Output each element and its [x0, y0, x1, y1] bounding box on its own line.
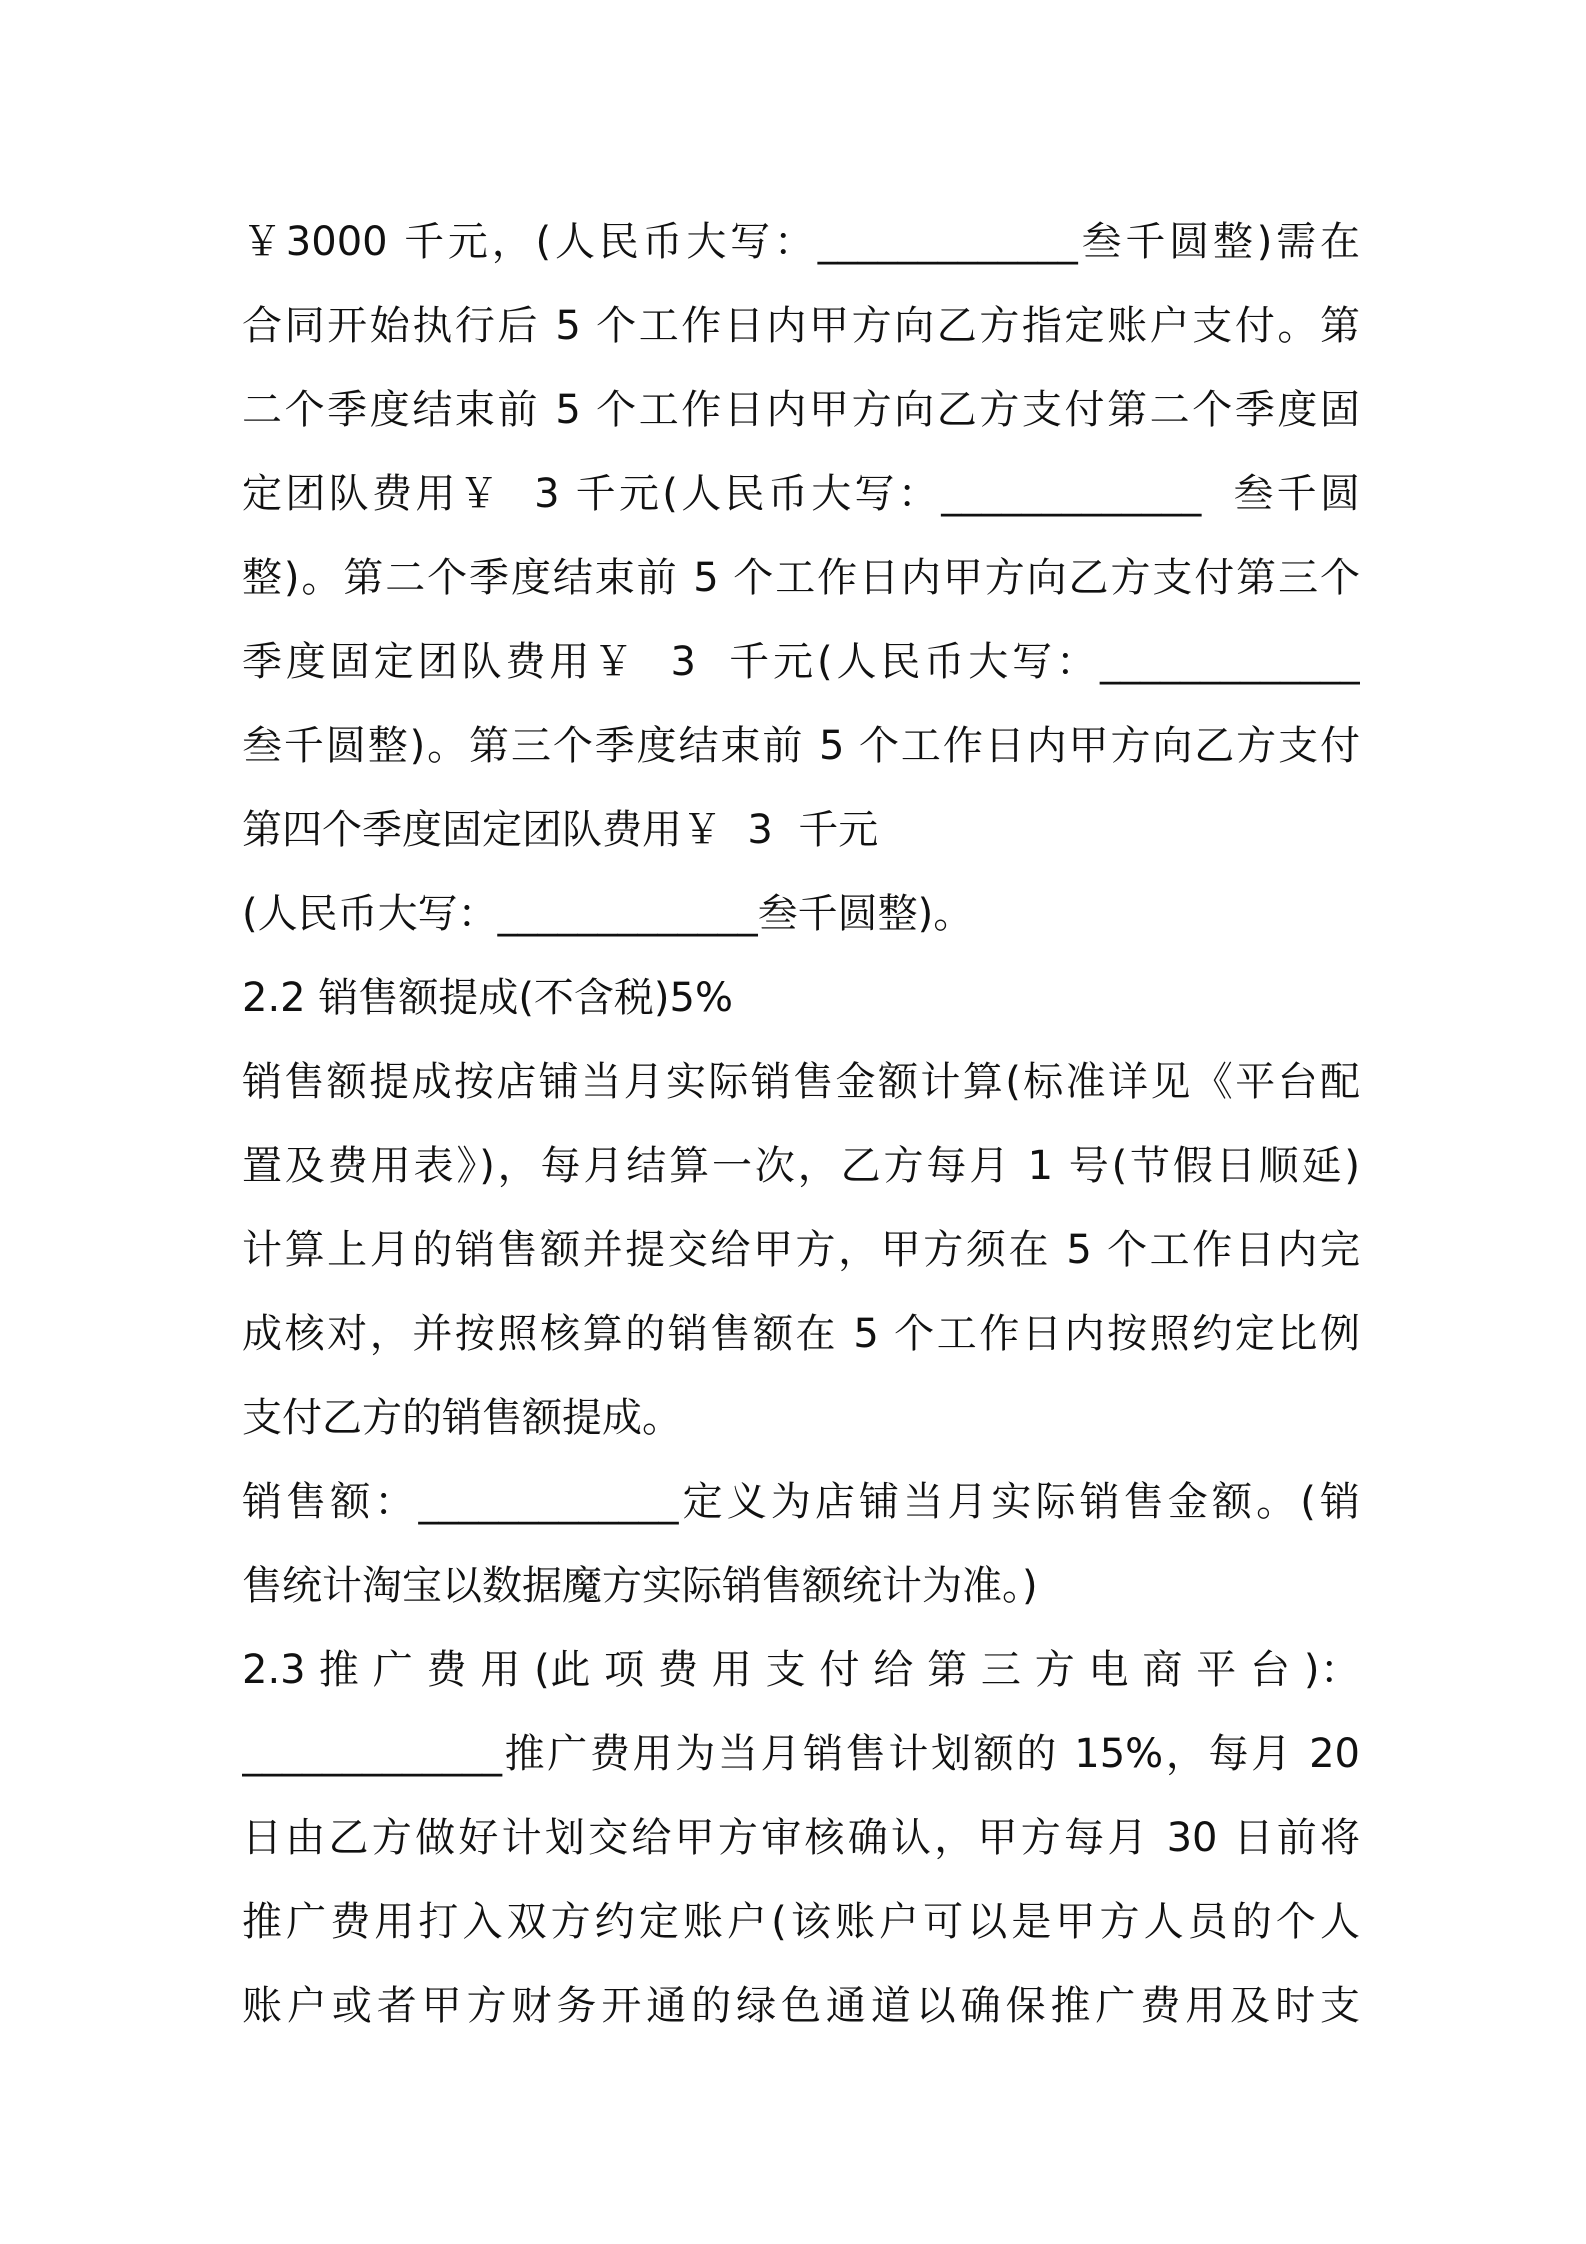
text-line: 季度固定团队费用￥ 3 千元(人民币大写：_____________ — [242, 639, 1360, 685]
text-line: 推广费用打入双方约定账户(该账户可以是甲方人员的个人 — [242, 1899, 1360, 1945]
text-line: 叁千圆整)。第三个季度结束前 5 个工作日内甲方向乙方支付 — [242, 723, 1360, 769]
text-line: 支付乙方的销售额提成。 — [242, 1395, 682, 1441]
text-line: 整)。第二个季度结束前 5 个工作日内甲方向乙方支付第三个 — [242, 555, 1360, 601]
text-line: 计算上月的销售额并提交给甲方，甲方须在 5 个工作日内完 — [242, 1227, 1360, 1273]
text-line: _____________推广费用为当月销售计划额的 15%，每月 20 — [242, 1731, 1360, 1777]
text-line: 售统计淘宝以数据魔方实际销售额统计为准。) — [242, 1563, 1038, 1609]
section-heading: 2.2 销售额提成(不含税)5% — [242, 975, 733, 1021]
text-line: 账户或者甲方财务开通的绿色通道以确保推广费用及时支 — [242, 1983, 1360, 2029]
text-line: 合同开始执行后 5 个工作日内甲方向乙方指定账户支付。第 — [242, 303, 1360, 349]
text-line: (人民币大写：_____________叁千圆整)。 — [242, 891, 974, 937]
text-line: 第四个季度固定团队费用￥ 3 千元 — [242, 807, 879, 853]
text-line: 定团队费用￥ 3 千元(人民币大写：_____________ 叁千圆 — [242, 471, 1360, 517]
text-line: 日由乙方做好计划交给甲方审核确认，甲方每月 30 日前将 — [242, 1815, 1360, 1861]
text-line: 销售额提成按店铺当月实际销售金额计算(标准详见《平台配 — [242, 1059, 1360, 1105]
text-line: 销售额：_____________定义为店铺当月实际销售金额。(销 — [242, 1479, 1360, 1525]
text-line: 置及费用表》)，每月结算一次，乙方每月 1 号(节假日顺延) — [242, 1143, 1360, 1189]
section-heading: 2.3 推 广 费 用 (此 项 费 用 支 付 给 第 三 方 电 商 平 台 )： — [242, 1647, 1360, 1693]
text-line: ￥3000 千元，(人民币大写：_____________叁千圆整)需在 — [242, 219, 1360, 265]
document-body — [242, 200, 1360, 2048]
text-line: 二个季度结束前 5 个工作日内甲方向乙方支付第二个季度固 — [242, 387, 1360, 433]
text-line: 成核对，并按照核算的销售额在 5 个工作日内按照约定比例 — [242, 1311, 1360, 1357]
